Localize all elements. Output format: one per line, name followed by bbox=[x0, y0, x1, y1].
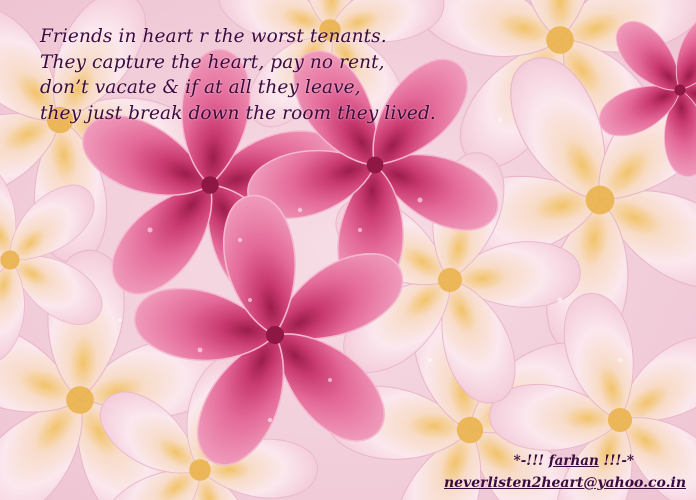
signature-name-line bbox=[444, 450, 686, 472]
signature-email[interactable]: neverlisten2heart@yahoo.co.in bbox=[444, 475, 686, 491]
signature-suffix: !!!-* bbox=[598, 453, 634, 469]
quote-text bbox=[40, 24, 500, 126]
signature bbox=[444, 450, 686, 494]
quote-line: They capture the heart, pay no rent, bbox=[40, 51, 385, 73]
quote-line: don’t vacate & if at all they leave, bbox=[40, 77, 361, 98]
quote-line: Friends in heart r the worst tenants. bbox=[40, 26, 387, 47]
quote-line: they just break down the room they lived. bbox=[40, 102, 436, 124]
signature-name: farhan bbox=[548, 453, 599, 469]
signature-prefix: *-!!! bbox=[513, 453, 549, 469]
